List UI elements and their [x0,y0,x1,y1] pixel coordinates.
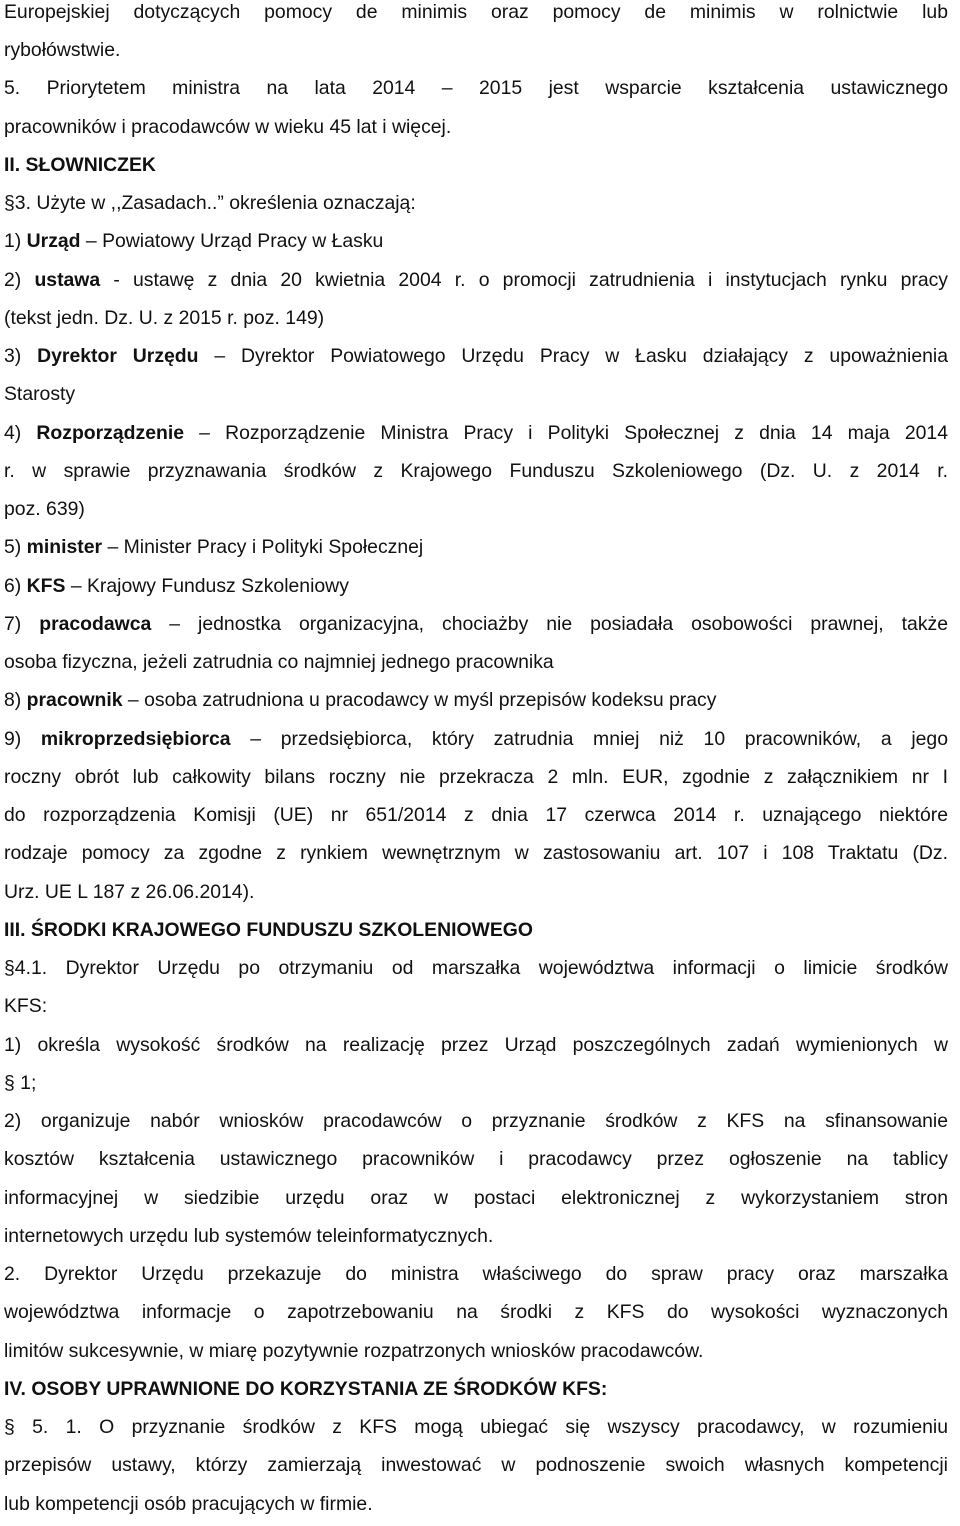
definition-line: 7) pracodawca – jednostka organizacyjna, chociażby nie posiadała osobowości prawnej, także [4,612,948,635]
text-line: 2. Dyrektor Urzędu przekazuje do ministra właściwego do spraw pracy oraz marszałka [4,1263,948,1285]
text-line: informacyjnej w siedzibie urzędu oraz w postaci elektronicznej z wykorzystaniem stron [4,1186,948,1209]
definition-line: 2) ustawa - ustawę z dnia 20 kwietnia 2004 r. o promocji zatrudnienia i instytucjach rynku pracy [4,268,948,291]
section-heading: III. ŚRODKI KRAJOWEGO FUNDUSZU SZKOLENIOWEGO [4,918,533,941]
defined-term: Urząd [26,230,81,253]
text-line: 2) organizuje nabór wniosków pracodawców o przyznanie środków z KFS na sfinansowanie [4,1110,948,1132]
text-line: osoba fizyczna, jeżeli zatrudnia co najmniej jednego pracownika [4,651,554,673]
text-line: roczny obrót lub całkowity bilans roczny nie przekracza 2 mln. EUR, zgodnie z załącznikiem nr I [4,765,948,788]
text-line: 1) określa wysokość środków na realizację przez Urząd poszczególnych zadań wymienionych w [4,1033,948,1056]
text-line: województwa informacje o zapotrzebowaniu na środki z KFS do wysokości wyznaczonych [4,1301,948,1324]
text-line: § 1; [4,1071,37,1094]
section-heading: IV. OSOBY UPRAWNIONE DO KORZYSTANIA ZE ŚRODKÓW KFS: [4,1377,608,1400]
defined-term: ustawa [34,268,101,291]
text-line: poz. 639) [4,498,85,520]
defined-term: pracodawca [39,612,152,635]
text-line: rybołówstwie. [4,39,121,61]
defined-term: minister [26,536,103,559]
text-line: § 5. 1. O przyznanie środków z KFS mogą ubiegać się wszyscy pracodawcy, w rozumieniu [4,1416,948,1438]
text-line: internetowych urzędu lub systemów teleinformatycznych. [4,1224,494,1247]
definition-line: 4) Rozporządzenie – Rozporządzenie Ministra Pracy i Polityki Społecznej z dnia 14 maja 2014 [4,421,948,444]
text-line: §4.1. Dyrektor Urzędu po otrzymaniu od marszałka województwa informacji o limicie środków [4,957,948,979]
text-line: lub kompetencji osób pracujących w firmie. [4,1492,373,1515]
text-line: r. w sprawie przyznawania środków z Krajowego Funduszu Szkoleniowego (Dz. U. z 2014 r. [4,459,948,482]
definition-line: 1) Urząd – Powiatowy Urząd Pracy w Łasku [4,230,384,253]
definition-line: 9) mikroprzedsiębiorca – przedsiębiorca, który zatrudnia mniej niż 10 pracowników, a jego [4,727,948,750]
definition-line: 3) Dyrektor Urzędu – Dyrektor Powiatowego Urzędu Pracy w Łasku działający z upoważnienia [4,345,948,367]
definition-line: 6) KFS – Krajowy Fundusz Szkoleniowy [4,574,349,597]
section-heading: II. SŁOWNICZEK [4,153,156,176]
text-line: Starosty [4,383,76,406]
text-line: Europejskiej dotyczących pomocy de minimis oraz pomocy de minimis w rolnictwie lub [4,1,948,23]
text-line: kosztów kształcenia ustawicznego pracowników i pracodawcy przez ogłoszenie na tablicy [4,1148,948,1171]
defined-term: Rozporządzenie [36,421,185,444]
text-line: rodzaje pomocy za zgodne z rynkiem wewnętrznym w zastosowaniu art. 107 i 108 Traktatu (Dz. [4,842,948,865]
text-line: (tekst jedn. Dz. U. z 2015 r. poz. 149) [4,306,325,329]
text-line: 5. Priorytetem ministra na lata 2014 – 2015 jest wsparcie kształcenia ustawicznego [4,77,948,100]
text-line: limitów sukcesywnie, w miarę pozytywnie rozpatrzonych wniosków pracodawców. [4,1339,704,1362]
definition-line: 5) minister – Minister Pracy i Polityki Społecznej [4,536,424,559]
defined-term: Dyrektor Urzędu [37,345,199,367]
defined-term: mikroprzedsiębiorca [40,727,231,750]
text-line: Urz. UE L 187 z 26.06.2014). [4,880,255,903]
text-line: przepisów ustawy, którzy zamierzają inwestować w podnoszenie swoich własnych kompetencji [4,1454,948,1477]
text-line: do rozporządzenia Komisji (UE) nr 651/2014 z dnia 17 czerwca 2014 r. uznającego niektóre [4,804,948,826]
text-line: KFS: [4,995,48,1018]
defined-term: pracownik [26,689,123,712]
defined-term: KFS [26,574,66,597]
text-line: pracowników i pracodawców w wieku 45 lat i więcej. [4,115,452,138]
definition-line: 8) pracownik – osoba zatrudniona u pracodawcy w myśl przepisów kodeksu pracy [4,689,717,712]
text-line: §3. Użyte w ,,Zasadach..” określenia oznaczają: [4,192,416,214]
